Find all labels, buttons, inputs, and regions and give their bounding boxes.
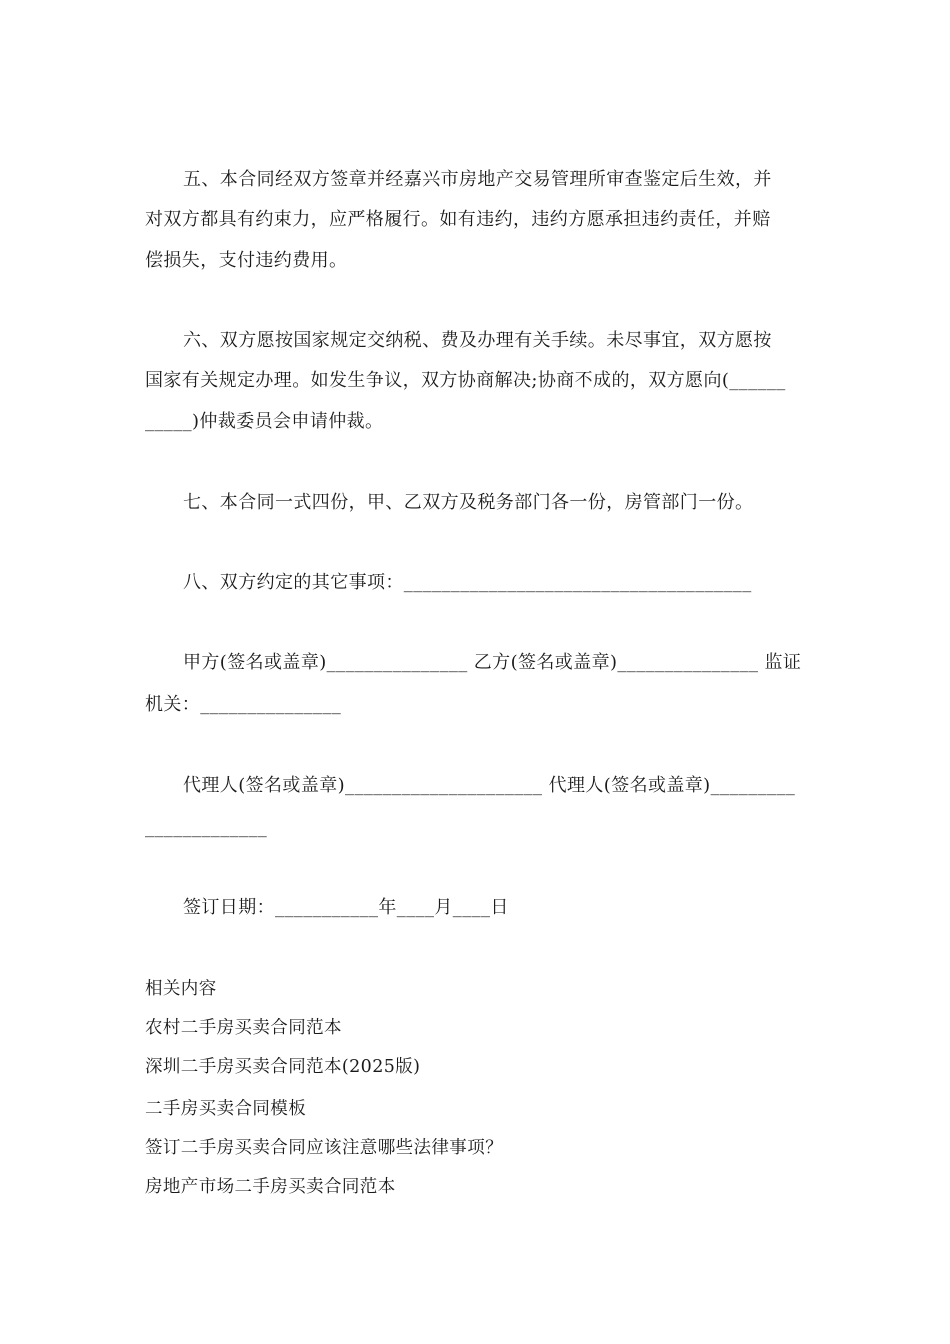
related-link[interactable]: 深圳二手房买卖合同范本(2025版) bbox=[145, 1057, 421, 1077]
clause-5-line-2: 对双方都具有约束力，应严格履行。如有违约，违约方愿承担违约责任，并赔 bbox=[145, 209, 771, 230]
signature-agents-line-1: 代理人(签名或盖章)_____________________ 代理人(签名或盖章)_________ bbox=[183, 775, 796, 796]
clause-6-line-3: _____)仲裁委员会申请仲裁。 bbox=[145, 411, 384, 432]
signature-parties-line-1: 甲方(签名或盖章)_______________ 乙方(签名或盖章)_______________ 监证 bbox=[183, 652, 802, 673]
related-link[interactable]: 签订二手房买卖合同应该注意哪些法律事项？ bbox=[145, 1138, 503, 1158]
signature-agents-line-2: _____________ bbox=[145, 817, 268, 838]
signature-parties-line-2: 机关：_______________ bbox=[145, 694, 342, 715]
signing-date: 签订日期：___________年____月____日 bbox=[183, 897, 509, 918]
related-title: 相关内容 bbox=[145, 979, 217, 999]
clause-5-line-1: 五、本合同经双方签章并经嘉兴市房地产交易管理所审查鉴定后生效，并 bbox=[183, 169, 772, 190]
related-link[interactable]: 二手房买卖合同模板 bbox=[145, 1099, 307, 1119]
clause-8-line-1: 八、双方约定的其它事项：_____________________________________ bbox=[183, 572, 752, 593]
related-link[interactable]: 农村二手房买卖合同范本 bbox=[145, 1018, 342, 1038]
clause-7-line-1: 七、本合同一式四份，甲、乙双方及税务部门各一份，房管部门一份。 bbox=[183, 492, 754, 513]
clause-5-line-3: 偿损失，支付违约费用。 bbox=[145, 250, 348, 271]
clause-6-line-1: 六、双方愿按国家规定交纳税、费及办理有关手续。未尽事宜，双方愿按 bbox=[183, 330, 772, 351]
related-link[interactable]: 房地产市场二手房买卖合同范本 bbox=[145, 1177, 396, 1197]
clause-6-line-2: 国家有关规定办理。如发生争议，双方协商解决;协商不成的，双方愿向(______ bbox=[145, 370, 786, 391]
